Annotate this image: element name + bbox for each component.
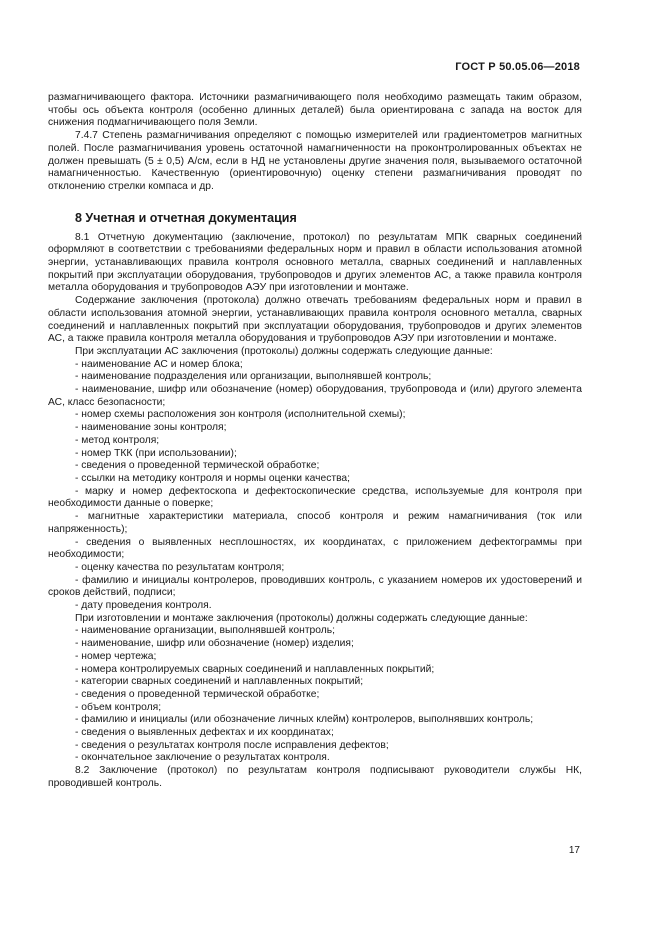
list-item: - наименование зоны контроля; xyxy=(75,422,227,434)
list-item: - наименование, шифр или обозначение (номер) изделия; xyxy=(75,638,354,650)
section-spacer xyxy=(48,194,582,210)
list-item: - номер схемы расположения зон контроля (исполнительной схемы); xyxy=(75,409,406,421)
list-item: - фамилию и инициалы (или обозначение личных клейм) контролеров, выполнявших контроль; xyxy=(75,714,534,726)
list-item: - сведения о результатах контроля после исправления дефектов; xyxy=(75,739,389,751)
page-content xyxy=(48,92,582,791)
page-number: 17 xyxy=(568,845,580,856)
list-item: - сведения о проведенной термической обработке; xyxy=(75,460,320,472)
section-title: 8 Учетная и отчетная документация xyxy=(75,210,297,225)
list-item: - объем контроля; xyxy=(75,701,162,713)
list-item: - наименование, шифр или обозначение (номер) оборудования, трубопровода и (или) другого элемента АС, класс безопасности; xyxy=(48,384,582,408)
list-item: - наименование АС и номер блока; xyxy=(75,358,243,370)
paragraph-8-1: 8.1 Отчетную документацию (заключение, протокол) по результатам МПК сварных соединений оформляют в соответствии с требованиями федеральных норм и правил в области использования атомной энергии, устанавливающих правила контроля основного металла, сварных соединений и наплавленных покрытий при эксплуатации оборудования, трубопроводов и других элементов АС, а также правила контроля металла оборудования и трубопроводов АЭУ при изготовлении и монтаже. xyxy=(48,231,582,294)
document-header-id: ГОСТ Р 50.05.06—2018 xyxy=(455,61,580,73)
manufacturing-list-intro: При изготовлении и монтаже заключения (протоколы) должны содержать следующие данные: xyxy=(75,612,528,624)
operation-list-intro: При эксплуатации АС заключения (протоколы) должны содержать следующие данные: xyxy=(75,345,493,357)
list-item: - сведения о выявленных дефектах и их координатах; xyxy=(75,727,334,739)
list-item: - сведения о проведенной термической обработке; xyxy=(75,688,320,700)
list-item: - сведения о выявленных несплошностях, их координатах, с приложением дефектограммы при необходимости; xyxy=(48,536,582,561)
list-item: - номер ТКК (при использовании); xyxy=(75,447,237,459)
paragraph-8-2: 8.2 Заключение (протокол) по результатам контроля подписывают руководители службы НК, проводившей контроль. xyxy=(48,765,582,789)
list-item: - фамилию и инициалы контролеров, проводивших контроль, с указанием номеров их удостоверений и сроков действий, подписи; xyxy=(48,574,582,599)
list-item: - магнитные характеристики материала, способ контроля и режим намагничивания (ток или напряженность); xyxy=(48,511,582,535)
list-item: - ссылки на методику контроля и нормы оценки качества; xyxy=(75,472,351,484)
list-item: - категории сварных соединений и наплавленных покрытий; xyxy=(75,676,364,688)
list-item: - окончательное заключение о результатах контроля. xyxy=(75,752,330,764)
list-item: - метод контроля; xyxy=(75,434,160,446)
paragraph-7-4-7: 7.4.7 Степень размагничивания определяют с помощью измерителей или градиентометров магнитных полей. После размагничивания уровень остаточной намагниченности на проконтролированных объектах не должен превышать (5 ± 0,5) А/см, если в НД не установлены другие значения поля, вызываемого остаточной намагниченностью. Качественную (ориентировочную) оценку степени размагничивания проводят по отклонению стрелки компаса и др. xyxy=(48,130,582,192)
paragraph-demagnetization-sources: размагничивающего фактора. Источники размагничивающего поля необходимо размещать таким образом, чтобы ось объекта контроля (особенно длинных деталей) была ориентирована с запада на восток для снижения подмагничивающего поля Земли. xyxy=(48,92,582,129)
list-item: - номера контролируемых сварных соединений и наплавленных покрытий; xyxy=(75,663,435,675)
list-item: - наименование организации, выполнявшей контроль; xyxy=(75,625,335,637)
paragraph-content-requirements: Содержание заключения (протокола) должно отвечать требованиям федеральных норм и правил в области использования атомной энергии, устанавливающих правила контроля основного металла, сварных соединений и наплавленных покрытий при эксплуатации оборудования, трубопроводов и других элементов АС, а также правила контроля металла оборудования и трубопроводов АЭУ при изготовлении и монтаже. xyxy=(48,295,582,345)
list-item: - наименование подразделения или организации, выполнявшей контроль; xyxy=(75,371,432,383)
list-item: - марку и номер дефектоскопа и дефектоскопические средства, используемые для контроля при необходимости данные о поверке; xyxy=(48,485,582,510)
list-item: - дату проведения контроля. xyxy=(75,600,212,612)
list-item: - номер чертежа; xyxy=(75,650,157,662)
list-item: - оценку качества по результатам контроля; xyxy=(75,561,285,573)
